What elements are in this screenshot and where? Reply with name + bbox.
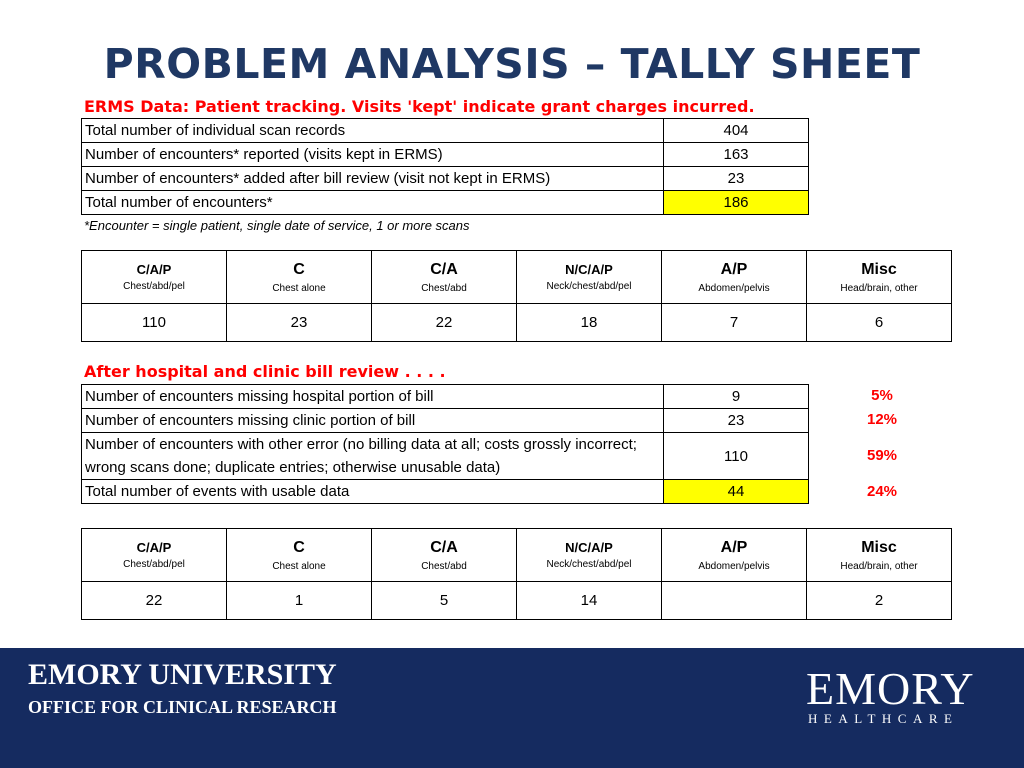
footer-title: EMORY UNIVERSITY [28, 658, 337, 691]
category-count-row [82, 304, 952, 342]
category-desc: Chest/abd/pel [123, 281, 185, 292]
category-code: C [293, 538, 305, 556]
row-value-highlight: 44 [664, 480, 809, 504]
row-label: Total number of individual scan records [82, 119, 664, 143]
percent-missing-hospital: 5% [871, 387, 893, 404]
category-header [517, 251, 662, 304]
category-count: 110 [82, 304, 227, 342]
table-row [82, 385, 809, 409]
row-value: 404 [664, 119, 809, 143]
category-code: A/P [720, 538, 748, 556]
percent-missing-clinic: 12% [866, 411, 898, 428]
category-count: 22 [372, 304, 517, 342]
table-row [82, 480, 809, 504]
category-code: Misc [861, 538, 897, 556]
category-count: 23 [227, 304, 372, 342]
row-value: 23 [664, 409, 809, 433]
category-count: 6 [807, 304, 952, 342]
row-label: Number of encounters with other error (no billing data at all; costs grossly incorrect; wrong scans done; duplicate entries; otherwise unusable data) [82, 433, 664, 480]
category-desc: Chest alone [272, 282, 326, 294]
category-header [372, 529, 517, 582]
review-table [81, 384, 809, 504]
category-desc: Abdomen/pelvis [698, 560, 770, 572]
row-label: Total number of encounters* [82, 191, 664, 215]
table-row [82, 191, 809, 215]
row-value: 23 [664, 167, 809, 191]
category-code: C/A/P [136, 540, 172, 555]
category-code: C/A [430, 538, 458, 556]
category-count [662, 582, 807, 620]
table-row [82, 167, 809, 191]
percent-other-error: 59% [866, 447, 898, 464]
category-header [662, 251, 807, 304]
category-code: C/A/P [136, 262, 172, 277]
category-count: 18 [517, 304, 662, 342]
category-desc: Chest alone [272, 560, 326, 572]
category-count: 5 [372, 582, 517, 620]
table-row [82, 409, 809, 433]
page-title: PROBLEM ANALYSIS – TALLY SHEET [103, 40, 921, 88]
category-header [517, 529, 662, 582]
category-count-row [82, 582, 952, 620]
footer-subtitle: OFFICE FOR CLINICAL RESEARCH [28, 697, 337, 717]
table-row [82, 143, 809, 167]
erms-heading: ERMS Data: Patient tracking. Visits 'kept' indicate grant charges incurred. [84, 97, 755, 116]
emory-logo-subtitle: HEALTHCARE [808, 711, 959, 726]
row-value-highlight: 186 [664, 191, 809, 215]
emory-logo: EMORY [806, 663, 975, 714]
row-label: Total number of events with usable data [82, 480, 664, 504]
review-heading: After hospital and clinic bill review . . . . [84, 362, 446, 381]
category-count: 1 [227, 582, 372, 620]
category-header [807, 529, 952, 582]
category-table-review [81, 528, 952, 620]
category-desc: Chest/abd [421, 282, 467, 294]
category-desc: Abdomen/pelvis [698, 282, 770, 294]
category-header-row [82, 251, 952, 304]
percent-usable: 24% [866, 483, 898, 500]
category-desc: Head/brain, other [840, 560, 918, 572]
row-label: Number of encounters* added after bill review (visit not kept in ERMS) [82, 167, 664, 191]
footer-banner [0, 648, 1024, 768]
row-label: Number of encounters missing clinic portion of bill [82, 409, 664, 433]
row-value: 163 [664, 143, 809, 167]
row-value: 9 [664, 385, 809, 409]
category-code: C [293, 260, 305, 278]
category-header [372, 251, 517, 304]
category-desc: Chest/abd/pel [123, 559, 185, 570]
category-header [662, 529, 807, 582]
row-label: Number of encounters* reported (visits kept in ERMS) [82, 143, 664, 167]
category-count: 22 [82, 582, 227, 620]
category-code: A/P [720, 260, 748, 278]
category-count: 7 [662, 304, 807, 342]
category-count: 14 [517, 582, 662, 620]
category-header [807, 251, 952, 304]
erms-table [81, 118, 809, 215]
category-header-row [82, 529, 952, 582]
category-code: N/C/A/P [565, 262, 613, 277]
category-header [82, 529, 227, 582]
category-desc: Neck/chest/abd/pel [546, 559, 632, 570]
category-count: 2 [807, 582, 952, 620]
table-row [82, 433, 809, 480]
category-code: Misc [861, 260, 897, 278]
table-row [82, 119, 809, 143]
category-header [82, 251, 227, 304]
row-label: Number of encounters missing hospital portion of bill [82, 385, 664, 409]
category-code: N/C/A/P [565, 540, 613, 555]
category-desc: Neck/chest/abd/pel [546, 281, 632, 292]
category-desc: Head/brain, other [840, 282, 918, 294]
encounter-footnote: *Encounter = single patient, single date of service, 1 or more scans [84, 218, 470, 233]
category-table-erms [81, 250, 952, 342]
category-code: C/A [430, 260, 458, 278]
category-header [227, 529, 372, 582]
category-desc: Chest/abd [421, 560, 467, 572]
row-value: 110 [664, 433, 809, 480]
category-header [227, 251, 372, 304]
